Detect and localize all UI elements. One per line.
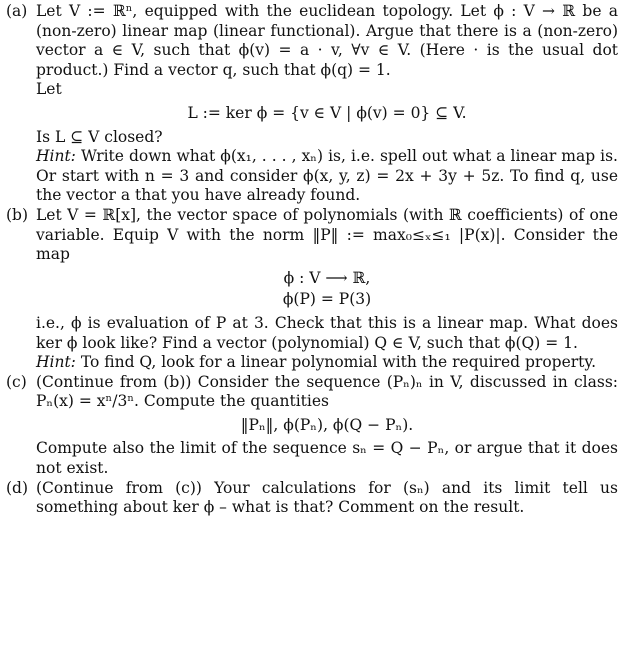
part-a <box>6 2 618 206</box>
part-a-hint-label: Hint: <box>36 147 76 166</box>
part-b-body: i.e., ϕ is evaluation of P at 3. Check that this is a linear map. What does ker ϕ look like? Find a vector (polynomial) Q ∈ V, such that ϕ(Q) = 1. <box>36 313 618 352</box>
part-b <box>6 206 618 373</box>
part-a-intro: Let V := ℝⁿ, equipped with the euclidean topology. Let ϕ : V → ℝ be a (non-zero) linear map (linear functional). Argue that there is a (non-zero) vector a ∈ V, such that ϕ(v) = a · v, ∀v ∈ V. (Here · is the usual dot product.) Find a vector q, such that ϕ(q) = 1. <box>36 2 618 79</box>
part-b-hint-text: To find Q, look for a linear polynomial with the required property. <box>80 353 597 372</box>
part-a-hint <box>36 147 618 206</box>
part-b-display-2: ϕ(P) = P(3) <box>282 290 372 309</box>
part-d-label: (d) <box>6 478 29 497</box>
part-a-display: L := ker ϕ = {v ∈ V | ϕ(v) = 0} ⊆ V. <box>187 103 467 122</box>
part-c-intro: (Continue from (b)) Consider the sequence (Pₙ)ₙ in V, discussed in class: Pₙ(x) = xⁿ/3ⁿ. Compute the quantities <box>36 372 618 411</box>
part-c <box>6 373 618 479</box>
part-c-display: ‖Pₙ‖, ϕ(Pₙ), ϕ(Q − Pₙ). <box>240 415 414 434</box>
part-b-display-1: ϕ : V ⟶ ℝ, <box>283 268 371 287</box>
part-a-question: Is L ⊆ V closed? <box>36 127 163 146</box>
part-b-hint <box>36 353 618 373</box>
part-d-text: (Continue from (c)) Your calculations for (sₙ) and its limit tell us something about ker ϕ – what is that? Comment on the result. <box>36 478 618 517</box>
part-d <box>6 479 618 518</box>
part-a-hint-text: Write down what ϕ(x₁, . . . , xₙ) is, i.e. spell out what a linear map is. Or start with n = 3 and consider ϕ(x, y, z) = 2x + 3y + 5z. To find q, use the vector a that you have already found. <box>36 147 618 205</box>
part-a-let: Let <box>36 80 62 99</box>
part-a-label: (a) <box>6 2 28 20</box>
part-b-hint-label: Hint: <box>36 353 76 372</box>
part-b-intro: Let V = ℝ[x], the vector space of polynomials (with ℝ coefficients) of one variable. Equip V with the norm ‖P‖ := max₀≤ₓ≤₁ |P(x)|. Consider the map <box>36 205 618 264</box>
part-c-label: (c) <box>6 372 27 391</box>
part-b-label: (b) <box>6 205 29 224</box>
part-c-body: Compute also the limit of the sequence sₙ = Q − Pₙ, or argue that it does not exist. <box>36 439 618 478</box>
